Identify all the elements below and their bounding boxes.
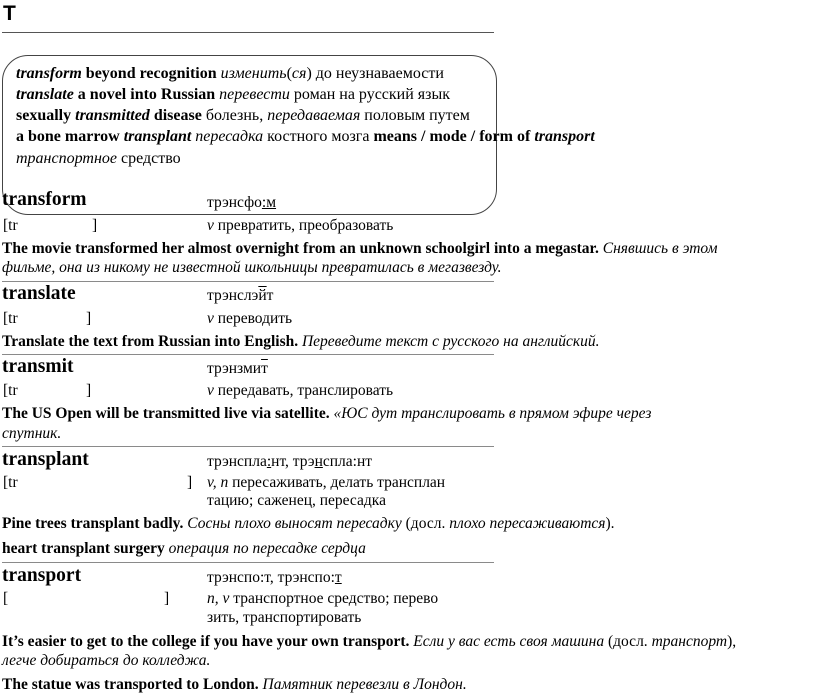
phrase-ru: костного мозга [263,128,374,145]
pron-part: нт, трэ [271,453,315,470]
pron-transplant [207,454,372,470]
pron-stress: й [258,287,267,304]
meaning-transport-cont: зить, транспортировать [207,609,362,626]
phrase-ru-italic: изменить [220,65,287,82]
example-ru: (досл. [604,633,652,650]
meaning-transform [207,218,393,234]
example-ru: операция по пересадке сердца [164,540,366,557]
phrase-ru: половым путем [360,107,470,124]
example-en: The statue was transported to London. [2,676,259,693]
meaning-transplant-cont: тацию; саженец, пересадка [207,492,386,509]
example-en: Pine trees transplant badly. [2,515,184,532]
phrase-line-3 [16,108,470,124]
phrase-ru-italic: передаваемая [267,107,361,124]
example-ru: Если у вас есть своя машина [409,633,605,650]
phrase-term: transport [534,128,595,145]
example2-transport [2,677,467,693]
entry-rule [2,562,494,563]
example-ru: Переведите текст с русского на английский. [298,333,600,350]
ipa-open-transport: [ [3,590,9,607]
ipa-close-transform: ] [92,217,98,234]
phrase-ru-italic: пересадка [195,128,264,145]
ipa-open-translate: [tr [3,310,18,327]
example-transport [2,634,736,650]
example-ru: Памятник перевезли в Лондон. [258,676,467,693]
headword-translate: translate [2,283,76,304]
ipa-open-transmit: [tr [3,382,18,399]
pron-transmit [207,361,268,377]
example-translate [2,334,600,350]
phrase-ru-italic: транспортное [16,150,117,167]
pron-stress: :м [261,194,277,211]
pron-part: трэнспла [207,453,267,470]
pron-translate [207,288,273,304]
example-ru: (досл. [401,515,450,532]
example-ru: Снявшись в этом [598,240,718,257]
meaning: передавать, транслировать [213,382,394,399]
example-en: heart transplant surgery [2,540,165,557]
entry-rule [2,446,494,447]
phrase-term: transform [16,65,82,82]
meaning-transmit [207,383,393,399]
example-transform-cont: фильме, она из никому не известной школьницы превратилась в мегазвезду. [2,259,502,276]
ipa-open-transplant: [tr [3,474,18,491]
ipa-close-transport: ] [164,590,170,607]
example-ru: плохо пересаживаются [449,515,606,532]
phrase-ru: болезнь, [205,107,268,124]
example-en: The US Open will be transmitted live via satellite. [2,405,330,422]
phrase-text: disease [149,107,206,124]
phrase-ru: ) до неузнаваемости [306,65,444,82]
example-transform [2,241,717,257]
phrase-text: a bone marrow [16,128,124,145]
example-transport-cont: легче добираться до колледжа. [2,652,211,669]
ipa-close-translate: ] [86,310,92,327]
phrase-text: a novel into Russian [73,86,220,103]
title-rule [2,32,494,33]
phrase-term: transmitted [75,107,150,124]
pos: v, n [207,474,229,491]
pron-part: трэнсфо [207,194,262,211]
page-letter: T [3,2,16,25]
meaning-translate [207,311,292,327]
pron-part: спла:нт [322,453,373,470]
pron-stress: т [261,360,268,377]
meaning-transplant [207,475,445,491]
pron-transport [207,570,342,586]
ipa-close-transplant: ] [187,474,193,491]
phrase-ru: средство [116,150,181,167]
pron-stress: т [334,569,342,586]
pos: v [207,310,214,327]
entry-rule [2,281,494,282]
example-ru: транспорт [651,633,728,650]
phrase-line-2 [16,87,450,103]
phrase-ru: роман на русский язык [289,86,451,103]
example-transplant [2,516,615,532]
pron-part: трэнспо:т, трэнспо: [207,569,335,586]
example-en: It’s easier to get to the college if you have your own transport. [2,633,410,650]
headword-transmit: transmit [2,356,74,377]
phrase-ru: ( [286,65,292,82]
phrase-text: beyond recognition [81,65,221,82]
entry-rule [2,354,494,355]
phrase-ru-italic: ся [291,65,307,82]
pron-part: трэнзми [207,360,262,377]
example-en: Translate the text from Russian into English. [2,333,299,350]
pos: n, v [207,590,230,607]
example-en: The movie transformed her almost overnight from an unknown schoolgirl into a megastar. [2,240,599,257]
meaning: превратить, преобразовать [213,217,394,234]
phrase-line-4 [16,129,595,145]
phrase-text: sexually [16,107,76,124]
meaning: пересаживать, делать трансплан [228,474,446,491]
example-ru: «ЮС дут транслировать в прямом эфире через [329,405,652,422]
meaning: переводить [213,310,293,327]
ipa-open-transform: [tr [3,217,18,234]
headword-transport: transport [2,565,82,586]
example2-transplant [2,541,366,557]
phrase-term: transplant [123,128,192,145]
example-ru: ). [605,515,615,532]
example-ru: ), [727,633,737,650]
headword-transplant: transplant [2,449,89,470]
phrase-ru-italic: перевести [219,86,290,103]
pos: v [207,382,214,399]
example-ru: Сосны плохо выносят пересадку [183,515,402,532]
meaning: транспортное средство; перево [229,590,439,607]
pron-transform [207,195,276,211]
ipa-close-transmit: ] [86,382,92,399]
example-transmit [2,406,651,422]
phrase-line-5 [16,151,181,167]
example-transmit-cont: спутник. [2,425,62,442]
pos: v [207,217,214,234]
headword-transform: transform [2,189,87,210]
phrase-term: translate [16,86,74,103]
pron-part: т [266,287,274,304]
phrase-text: means / mode / form of [373,128,535,145]
phrase-line-1 [16,66,444,82]
pron-stress: : [266,453,272,470]
meaning-transport [207,591,438,607]
pron-part: трэнслэ [207,287,259,304]
pron-stress: н [314,453,323,470]
